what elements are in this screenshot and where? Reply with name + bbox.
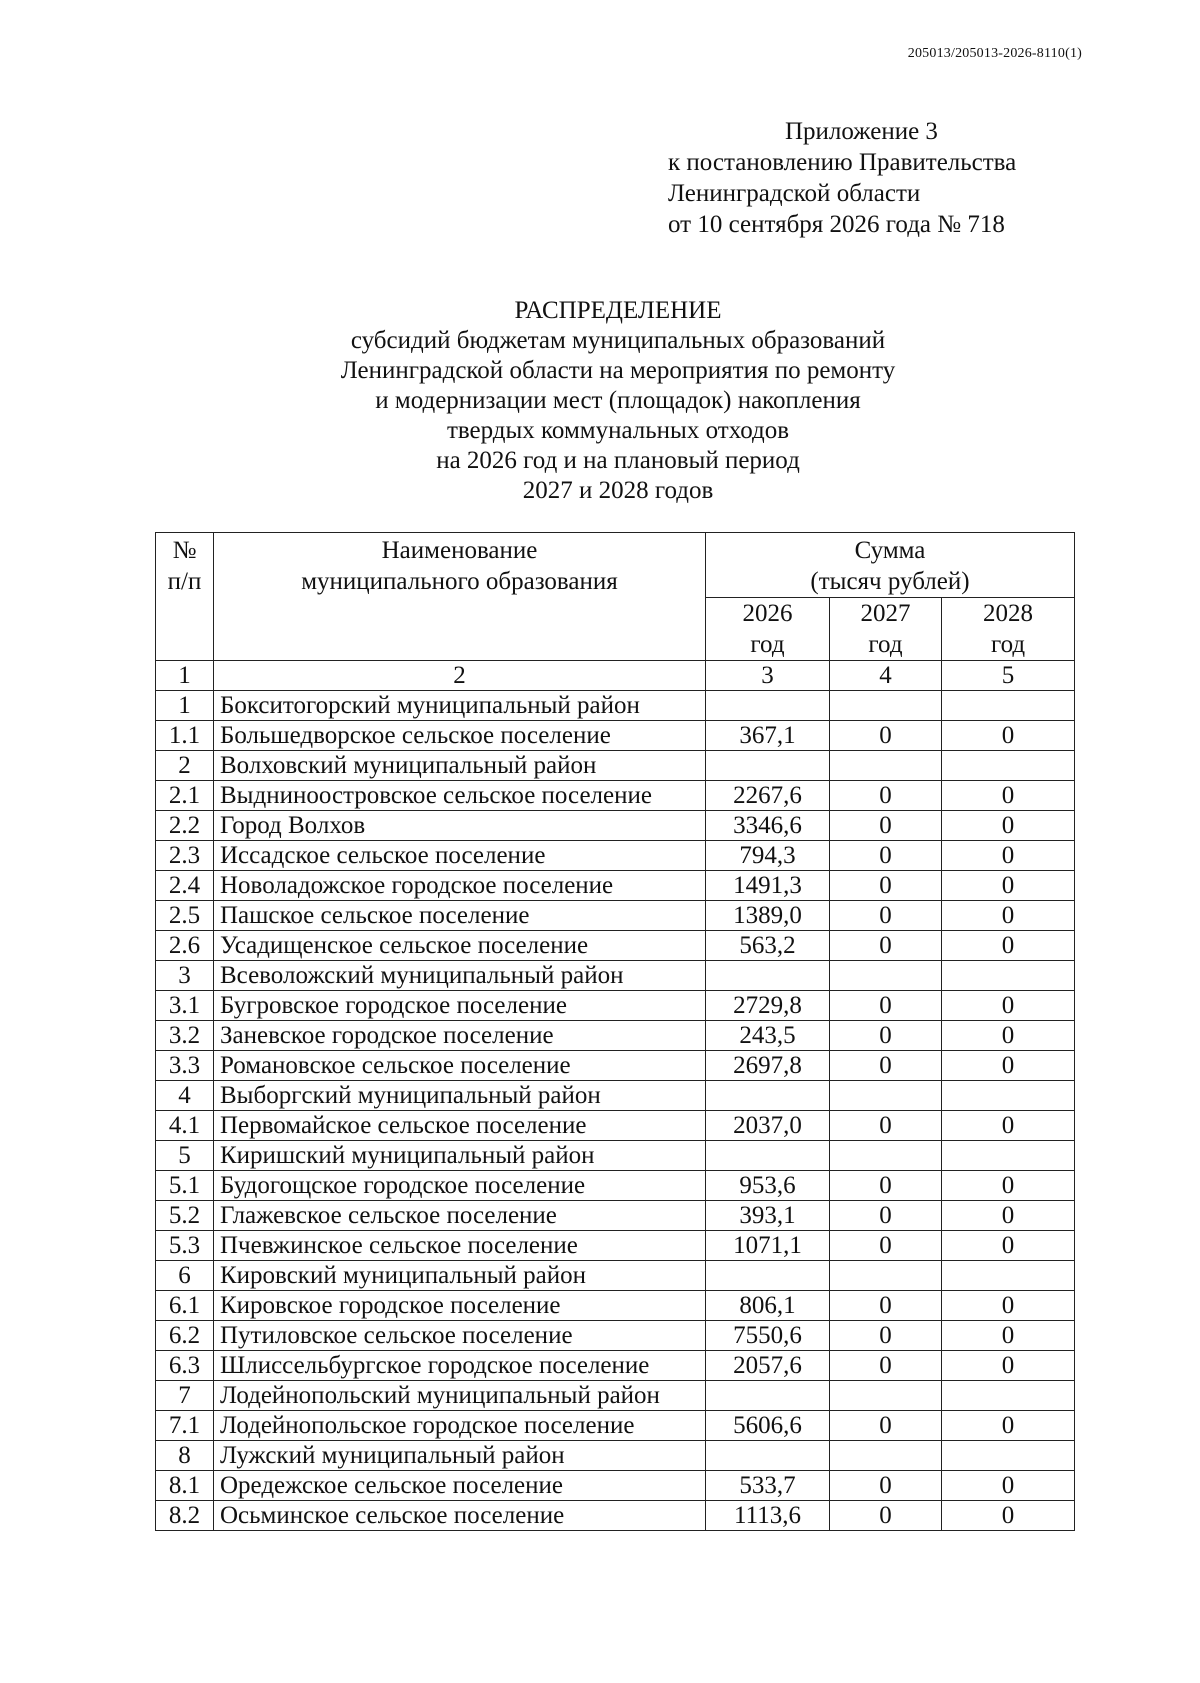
table-row	[156, 751, 1075, 781]
table-row	[156, 1141, 1075, 1171]
column-index: 1	[156, 661, 214, 691]
row-value-2026-cell	[706, 691, 830, 721]
row-value-2028-cell: 0	[942, 1201, 1075, 1231]
row-number-cell: 2.2	[156, 811, 214, 841]
row-value-2026-cell: 2037,0	[706, 1111, 830, 1141]
row-number-cell: 8.1	[156, 1471, 214, 1501]
table-row	[156, 1021, 1075, 1051]
row-value-2026-cell: 1389,0	[706, 901, 830, 931]
row-name-cell: Выдниноостровское сельское поселение	[214, 781, 706, 811]
row-name-cell: Кировское городское поселение	[214, 1291, 706, 1321]
table-row	[156, 1381, 1075, 1411]
table-row	[156, 961, 1075, 991]
row-value-2026-cell: 3346,6	[706, 811, 830, 841]
row-value-2027-cell: 0	[830, 1021, 942, 1051]
row-value-2026-cell: 2057,6	[706, 1351, 830, 1381]
header-name-line: муниципального образования	[301, 568, 618, 595]
row-number-cell: 5	[156, 1141, 214, 1171]
row-value-2026-cell	[706, 751, 830, 781]
row-value-2028-cell: 0	[942, 901, 1075, 931]
row-value-2027-cell: 0	[830, 1051, 942, 1081]
row-value-2027-cell: 0	[830, 1201, 942, 1231]
row-value-2026-cell	[706, 1141, 830, 1171]
row-value-2026-cell	[706, 1381, 830, 1411]
table-row	[156, 1411, 1075, 1441]
header-year-line: год	[868, 631, 903, 658]
title-line: Ленинградской области на мероприятия по ремонту	[340, 357, 896, 384]
header-year-2028	[942, 598, 1075, 661]
row-value-2027-cell	[830, 1141, 942, 1171]
row-value-2026-cell: 367,1	[706, 721, 830, 751]
row-name-cell: Оредежское сельское поселение	[214, 1471, 706, 1501]
appendix-line: Приложение 3	[785, 118, 938, 145]
row-value-2028-cell	[942, 1261, 1075, 1291]
header-year-line: 2026	[742, 600, 793, 627]
row-value-2028-cell: 0	[942, 931, 1075, 961]
row-number-cell: 2.5	[156, 901, 214, 931]
column-index: 2	[214, 661, 706, 691]
subsidy-table	[155, 532, 1075, 1531]
row-value-2027-cell: 0	[830, 1351, 942, 1381]
row-number-cell: 6.1	[156, 1291, 214, 1321]
title-line: и модернизации мест (площадок) накопления	[375, 387, 861, 414]
row-value-2027-cell	[830, 961, 942, 991]
row-value-2028-cell: 0	[942, 871, 1075, 901]
table-row	[156, 931, 1075, 961]
row-number-cell: 5.1	[156, 1171, 214, 1201]
document-title	[0, 296, 1200, 506]
row-value-2028-cell: 0	[942, 811, 1075, 841]
row-number-cell: 2.4	[156, 871, 214, 901]
row-number-cell: 5.3	[156, 1231, 214, 1261]
row-value-2027-cell: 0	[830, 811, 942, 841]
row-value-2026-cell: 1071,1	[706, 1231, 830, 1261]
table-row	[156, 901, 1075, 931]
row-value-2028-cell	[942, 1441, 1075, 1471]
row-value-2026-cell: 2729,8	[706, 991, 830, 1021]
row-number-cell: 2.1	[156, 781, 214, 811]
document-id: 205013/205013-2026-8110(1)	[907, 46, 1082, 61]
table-body	[156, 691, 1075, 1531]
row-value-2027-cell: 0	[830, 1411, 942, 1441]
row-value-2028-cell: 0	[942, 1111, 1075, 1141]
table-row	[156, 1231, 1075, 1261]
table-row	[156, 1321, 1075, 1351]
row-value-2028-cell: 0	[942, 721, 1075, 751]
table-row	[156, 871, 1075, 901]
column-index: 5	[942, 661, 1075, 691]
header-name-line: Наименование	[381, 537, 538, 564]
row-value-2027-cell: 0	[830, 781, 942, 811]
row-number-cell: 6.2	[156, 1321, 214, 1351]
appendix-line: Ленинградской области	[668, 180, 921, 207]
row-value-2028-cell: 0	[942, 1291, 1075, 1321]
row-value-2028-cell: 0	[942, 781, 1075, 811]
row-value-2027-cell: 0	[830, 1321, 942, 1351]
row-value-2027-cell	[830, 1261, 942, 1291]
row-number-cell: 6.3	[156, 1351, 214, 1381]
header-year-line: год	[750, 631, 785, 658]
header-sum	[706, 533, 1075, 598]
row-value-2027-cell: 0	[830, 871, 942, 901]
row-value-2026-cell	[706, 961, 830, 991]
table-row	[156, 1501, 1075, 1531]
header-year-line: 2028	[983, 600, 1033, 627]
row-value-2028-cell: 0	[942, 1501, 1075, 1531]
row-number-cell: 2.3	[156, 841, 214, 871]
title-line: твердых коммунальных отходов	[446, 417, 790, 444]
table-row	[156, 721, 1075, 751]
row-value-2028-cell: 0	[942, 1321, 1075, 1351]
table-row	[156, 991, 1075, 1021]
row-value-2026-cell: 563,2	[706, 931, 830, 961]
row-value-2027-cell	[830, 1381, 942, 1411]
title-line: на 2026 год и на плановый период	[436, 447, 800, 474]
header-number-line: №	[172, 537, 197, 564]
table-row	[156, 1111, 1075, 1141]
row-value-2027-cell: 0	[830, 1501, 942, 1531]
row-name-cell: Волховский муниципальный район	[214, 751, 706, 781]
table-row	[156, 781, 1075, 811]
row-name-cell: Бугровское городское поселение	[214, 991, 706, 1021]
row-value-2027-cell: 0	[830, 991, 942, 1021]
row-number-cell: 7	[156, 1381, 214, 1411]
row-name-cell: Всеволожский муниципальный район	[214, 961, 706, 991]
row-name-cell: Новоладожское городское поселение	[214, 871, 706, 901]
row-value-2028-cell	[942, 751, 1075, 781]
table-row	[156, 841, 1075, 871]
appendix-line: к постановлению Правительства	[668, 149, 1017, 176]
row-value-2028-cell: 0	[942, 1351, 1075, 1381]
row-number-cell: 8	[156, 1441, 214, 1471]
row-value-2026-cell	[706, 1081, 830, 1111]
row-value-2026-cell: 533,7	[706, 1471, 830, 1501]
row-number-cell: 1.1	[156, 721, 214, 751]
row-name-cell: Глажевское сельское поселение	[214, 1201, 706, 1231]
row-value-2026-cell: 2267,6	[706, 781, 830, 811]
row-name-cell: Лужский муниципальный район	[214, 1441, 706, 1471]
row-value-2026-cell: 1491,3	[706, 871, 830, 901]
header-year-line: год	[990, 631, 1026, 658]
header-sum-line: Сумма	[854, 537, 926, 564]
row-name-cell: Лодейнопольское городское поселение	[214, 1411, 706, 1441]
row-value-2027-cell: 0	[830, 1291, 942, 1321]
header-name	[214, 533, 706, 661]
row-name-cell: Лодейнопольский муниципальный район	[214, 1381, 706, 1411]
header-number-line: п/п	[167, 568, 202, 595]
row-value-2028-cell	[942, 691, 1075, 721]
row-value-2028-cell: 0	[942, 1471, 1075, 1501]
title-line: субсидий бюджетам муниципальных образований	[350, 327, 886, 354]
row-name-cell: Выборгский муниципальный район	[214, 1081, 706, 1111]
row-name-cell: Заневское городское поселение	[214, 1021, 706, 1051]
row-number-cell: 6	[156, 1261, 214, 1291]
row-value-2028-cell	[942, 1381, 1075, 1411]
row-value-2026-cell: 1113,6	[706, 1501, 830, 1531]
row-name-cell: Шлиссельбургское городское поселение	[214, 1351, 706, 1381]
row-value-2028-cell: 0	[942, 1411, 1075, 1441]
row-value-2027-cell: 0	[830, 1471, 942, 1501]
row-number-cell: 2	[156, 751, 214, 781]
row-value-2026-cell: 7550,6	[706, 1321, 830, 1351]
row-name-cell: Путиловское сельское поселение	[214, 1321, 706, 1351]
row-number-cell: 4	[156, 1081, 214, 1111]
row-value-2027-cell	[830, 691, 942, 721]
appendix-line: от 10 сентября 2026 года № 718	[668, 211, 1005, 238]
row-value-2026-cell: 953,6	[706, 1171, 830, 1201]
row-value-2026-cell: 2697,8	[706, 1051, 830, 1081]
header-sum-line: (тысяч рублей)	[810, 568, 970, 595]
row-number-cell: 8.2	[156, 1501, 214, 1531]
row-value-2027-cell: 0	[830, 1111, 942, 1141]
row-number-cell: 2.6	[156, 931, 214, 961]
table-row	[156, 1171, 1075, 1201]
row-name-cell: Пчевжинское сельское поселение	[214, 1231, 706, 1261]
row-number-cell: 3.2	[156, 1021, 214, 1051]
column-index-row	[156, 661, 1075, 691]
row-number-cell: 3	[156, 961, 214, 991]
header-year-2026	[706, 598, 830, 661]
row-value-2028-cell	[942, 961, 1075, 991]
row-value-2027-cell	[830, 1081, 942, 1111]
table-row	[156, 811, 1075, 841]
row-value-2026-cell	[706, 1441, 830, 1471]
header-year-line: 2027	[860, 600, 911, 627]
row-value-2028-cell: 0	[942, 1231, 1075, 1261]
row-name-cell: Осьминское сельское поселение	[214, 1501, 706, 1531]
row-name-cell: Романовское сельское поселение	[214, 1051, 706, 1081]
header-year-2027	[830, 598, 942, 661]
row-value-2026-cell: 5606,6	[706, 1411, 830, 1441]
row-number-cell: 1	[156, 691, 214, 721]
row-number-cell: 7.1	[156, 1411, 214, 1441]
row-value-2026-cell: 243,5	[706, 1021, 830, 1051]
row-name-cell: Иссадское сельское поселение	[214, 841, 706, 871]
row-name-cell: Киришский муниципальный район	[214, 1141, 706, 1171]
table-row	[156, 1201, 1075, 1231]
row-value-2027-cell	[830, 751, 942, 781]
row-name-cell: Первомайское сельское поселение	[214, 1111, 706, 1141]
row-value-2028-cell: 0	[942, 991, 1075, 1021]
row-name-cell: Город Волхов	[214, 811, 706, 841]
row-value-2026-cell: 806,1	[706, 1291, 830, 1321]
row-value-2027-cell: 0	[830, 1171, 942, 1201]
row-name-cell: Кировский муниципальный район	[214, 1261, 706, 1291]
title-line: РАСПРЕДЕЛЕНИЕ	[514, 297, 722, 324]
table-row	[156, 1471, 1075, 1501]
row-value-2026-cell: 794,3	[706, 841, 830, 871]
row-value-2027-cell: 0	[830, 721, 942, 751]
title-line: 2027 и 2028 годов	[522, 477, 714, 504]
row-value-2027-cell: 0	[830, 841, 942, 871]
row-value-2028-cell: 0	[942, 1051, 1075, 1081]
table-row	[156, 1351, 1075, 1381]
row-number-cell: 4.1	[156, 1111, 214, 1141]
column-index: 4	[830, 661, 942, 691]
table-row	[156, 1291, 1075, 1321]
table-row	[156, 1261, 1075, 1291]
appendix-block	[668, 116, 1016, 240]
row-number-cell: 3.1	[156, 991, 214, 1021]
column-index: 3	[706, 661, 830, 691]
row-value-2026-cell: 393,1	[706, 1201, 830, 1231]
row-name-cell: Большедворское сельское поселение	[214, 721, 706, 751]
row-name-cell: Будогощское городское поселение	[214, 1171, 706, 1201]
row-value-2027-cell	[830, 1441, 942, 1471]
row-name-cell: Пашское сельское поселение	[214, 901, 706, 931]
table-row	[156, 1441, 1075, 1471]
row-value-2027-cell: 0	[830, 1231, 942, 1261]
row-value-2028-cell	[942, 1141, 1075, 1171]
row-value-2028-cell: 0	[942, 1021, 1075, 1051]
row-name-cell: Бокситогорский муниципальный район	[214, 691, 706, 721]
table-row	[156, 691, 1075, 721]
row-value-2027-cell: 0	[830, 901, 942, 931]
row-value-2026-cell	[706, 1261, 830, 1291]
table-row	[156, 1051, 1075, 1081]
row-value-2028-cell: 0	[942, 841, 1075, 871]
row-number-cell: 5.2	[156, 1201, 214, 1231]
header-number	[156, 533, 214, 661]
row-name-cell: Усадищенское сельское поселение	[214, 931, 706, 961]
row-number-cell: 3.3	[156, 1051, 214, 1081]
table-row	[156, 1081, 1075, 1111]
row-value-2028-cell	[942, 1081, 1075, 1111]
row-value-2028-cell: 0	[942, 1171, 1075, 1201]
row-value-2027-cell: 0	[830, 931, 942, 961]
